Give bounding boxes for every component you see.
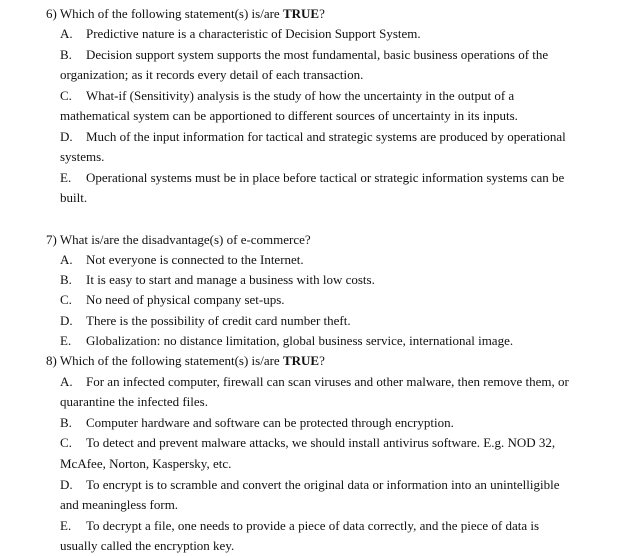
q7-option-a: A. Not everyone is connected to the Internet. <box>60 252 304 267</box>
q8-option-b: B. Computer hardware and software can be protected through encryption. <box>60 415 454 430</box>
q8-option-e-cont: usually called the encryption key. <box>60 538 235 553</box>
q6-option-e: E. Operational systems must be in place before tactical or strategic information systems can be <box>60 170 565 185</box>
q8-option-c: C. To detect and prevent malware attacks, we should install antivirus software. E.g. NOD 32, <box>60 435 556 450</box>
q7-option-b: B. It is easy to start and manage a business with low costs. <box>60 272 375 287</box>
q7-option-d: D. There is the possibility of credit card number theft. <box>60 313 351 328</box>
q6-option-b-cont: organization; as it records every detail of each transaction. <box>60 67 364 82</box>
question-6: 6) Which of the following statement(s) is/are TRUE? <box>46 6 325 21</box>
q6-option-b: B. Decision support system supports the most fundamental, basic business operations of the <box>60 47 549 62</box>
q6-option-d: D. Much of the input information for tactical and strategic systems are produced by operational <box>60 129 566 144</box>
q8-option-e: E. To decrypt a file, one needs to provide a piece of data correctly, and the piece of data is <box>60 518 540 533</box>
q8-option-c-cont: McAfee, Norton, Kaspersky, etc. <box>60 456 232 471</box>
q8-option-d-cont: and meaningless form. <box>60 497 179 512</box>
q8-option-d: D. To encrypt is to scramble and convert the original data or information into an unintelligible <box>60 477 560 492</box>
question-8: 8) Which of the following statement(s) is/are TRUE? <box>46 353 325 368</box>
q6-option-c-cont: mathematical system can be apportioned to different sources of uncertainty in its inputs. <box>60 108 518 123</box>
q6-option-c: C. What-if (Sensitivity) analysis is the study of how the uncertainty in the output of a <box>60 88 515 103</box>
q8-option-a-cont: quarantine the infected files. <box>60 394 208 409</box>
question-7: 7) What is/are the disadvantage(s) of e-commerce? <box>46 232 311 247</box>
question-8-emphasis: TRUE <box>282 353 320 368</box>
question-6-text: 6) Which of the following statement(s) is/are <box>46 6 283 21</box>
q6-option-e-cont: built. <box>60 190 88 205</box>
q6-option-a: A. Predictive nature is a characteristic of Decision Support System. <box>60 26 421 41</box>
question-8-text: 8) Which of the following statement(s) is/are <box>46 353 283 368</box>
question-6-emphasis: TRUE <box>282 6 320 21</box>
q8-option-a: A. For an infected computer, firewall can scan viruses and other malware, then remove them, or <box>60 374 569 389</box>
q7-option-e: E. Globalization: no distance limitation, global business service, international image. <box>60 333 514 348</box>
q6-option-d-cont: systems. <box>60 149 105 164</box>
q7-option-c: C. No need of physical company set-ups. <box>60 292 285 307</box>
